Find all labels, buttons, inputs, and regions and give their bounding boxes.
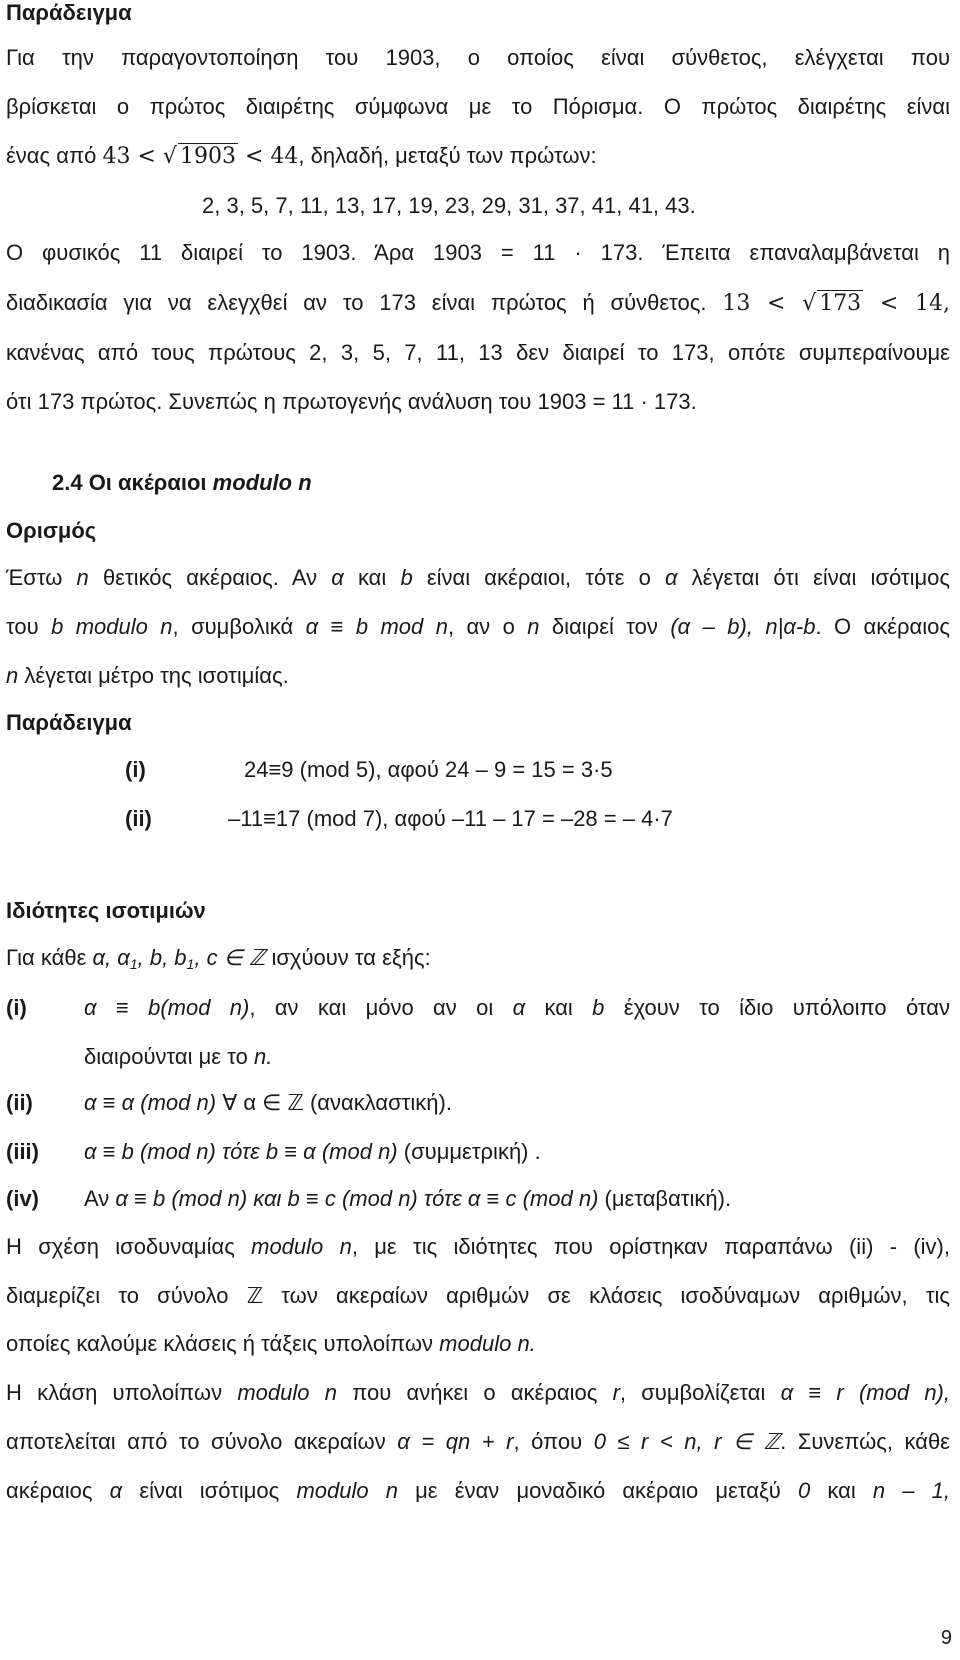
property-text: α ≡ b(mod n), αν και μόνο αν οι α και b έχουν το ίδιο υπόλοιπο όταν	[84, 995, 950, 1020]
example-item-text: 24≡9 (mod 5), αφού 24 – 9 = 15 = 3·5	[244, 757, 613, 782]
example-item-label: (i)	[125, 757, 146, 782]
property-text: α ≡ b (mod n) τότε b ≡ α (mod n) (συμμετρική) .	[84, 1139, 541, 1164]
paragraph-line: βρίσκεται ο πρώτος διαιρέτης σύμφωνα με το Πόρισμα. Ο πρώτος διαιρέτης είναι	[6, 94, 950, 119]
paragraph-line: διαμερίζει το σύνολο ℤ των ακεραίων αριθμών σε κλάσεις ισοδύναμων αριθμών, τις	[6, 1283, 950, 1308]
example-heading: Παράδειγμα	[6, 710, 132, 735]
section-title: 2.4 Οι ακέραιοι modulo n	[52, 470, 312, 495]
properties-intro: Για κάθε α, $\alpha_1$, b, $b_1$, c ∈ ℤ ισχύουν τα εξής:	[6, 945, 431, 972]
paragraph-line: κανένας από τους πρώτους 2, 3, 5, 7, 11, 13 δεν διαιρεί το 173, οπότε συμπεραίνουμε	[6, 340, 950, 365]
paragraph-line: ότι 173 πρώτος. Συνεπώς η πρωτογενής ανάλυση του 1903 = 11 · 173.	[6, 389, 697, 414]
property-label: (ii)	[6, 1090, 33, 1115]
definition-heading: Ορισμός	[6, 518, 97, 543]
definition-line: Έστω n θετικός ακέραιος. Αν α και b είναι ακέραιοι, τότε ο α λέγεται ότι είναι ισότιμος	[6, 565, 950, 590]
property-text: Αν α ≡ b (mod n) και b ≡ c (mod n) τότε α ≡ c (mod n) (μεταβατική).	[84, 1186, 732, 1211]
property-text: διαιρούνται με το n.	[84, 1044, 273, 1069]
primes-list: 2, 3, 5, 7, 11, 13, 17, 19, 23, 29, 31, 37, 41, 41, 43.	[202, 193, 696, 218]
property-text: α ≡ α (mod n) ∀ α ∈ ℤ (ανακλαστική).	[84, 1090, 452, 1115]
paragraph-line: αποτελείται από το σύνολο ακεραίων α = qn + r, όπου 0 ≤ r < n, r ∈ ℤ. Συνεπώς, κάθε	[6, 1429, 950, 1454]
example-item-label: (ii)	[125, 806, 152, 831]
example-heading: Παράδειγμα	[6, 0, 132, 25]
paragraph-line: ακέραιος α είναι ισότιμος modulo n με έναν μοναδικό ακέραιο μεταξύ 0 και n – 1,	[6, 1478, 950, 1503]
example-item-text: –11≡17 (mod 7), αφού –11 – 17 = –28 = – 4·7	[228, 806, 673, 831]
paragraph-line: ένας από 43 < √ 1903 < 44, δηλαδή, μεταξύ των πρώτων:	[6, 143, 597, 169]
paragraph-line: Ο φυσικός 11 διαιρεί το 1903. Άρα 1903 = 11 · 173. Έπειτα επαναλαμβάνεται η	[6, 240, 950, 265]
definition-line: n λέγεται μέτρο της ισοτιμίας.	[6, 663, 289, 688]
property-label: (iv)	[6, 1186, 39, 1211]
properties-heading: Ιδιότητες ισοτιμιών	[6, 898, 206, 923]
paragraph-line: Για την παραγοντοποίηση του 1903, ο οποίος είναι σύνθετος, ελέγχεται που	[6, 45, 950, 70]
property-label: (i)	[6, 995, 27, 1020]
page-number: 9	[940, 1627, 952, 1649]
paragraph-line: Η σχέση ισοδυναμίας modulo n, με τις ιδιότητες που ορίστηκαν παραπάνω (ii) - (iv),	[6, 1234, 950, 1259]
paragraph-line: οποίες καλούμε κλάσεις ή τάξεις υπολοίπων modulo n.	[6, 1331, 536, 1356]
paragraph-line: Η κλάση υπολοίπων modulo n που ανήκει ο ακέραιος r, συμβολίζεται α ≡ r (mod n),	[6, 1380, 950, 1405]
property-label: (iii)	[6, 1139, 39, 1164]
paragraph-line: διαδικασία για να ελεγχθεί αν το 173 είναι πρώτος ή σύνθετος. 13 < √ 173 < 14,	[6, 290, 950, 316]
definition-line: του b modulo n, συμβολικά α ≡ b mod n, αν ο n διαιρεί τον (α – b), n|α-b. Ο ακέραιος	[6, 614, 951, 639]
